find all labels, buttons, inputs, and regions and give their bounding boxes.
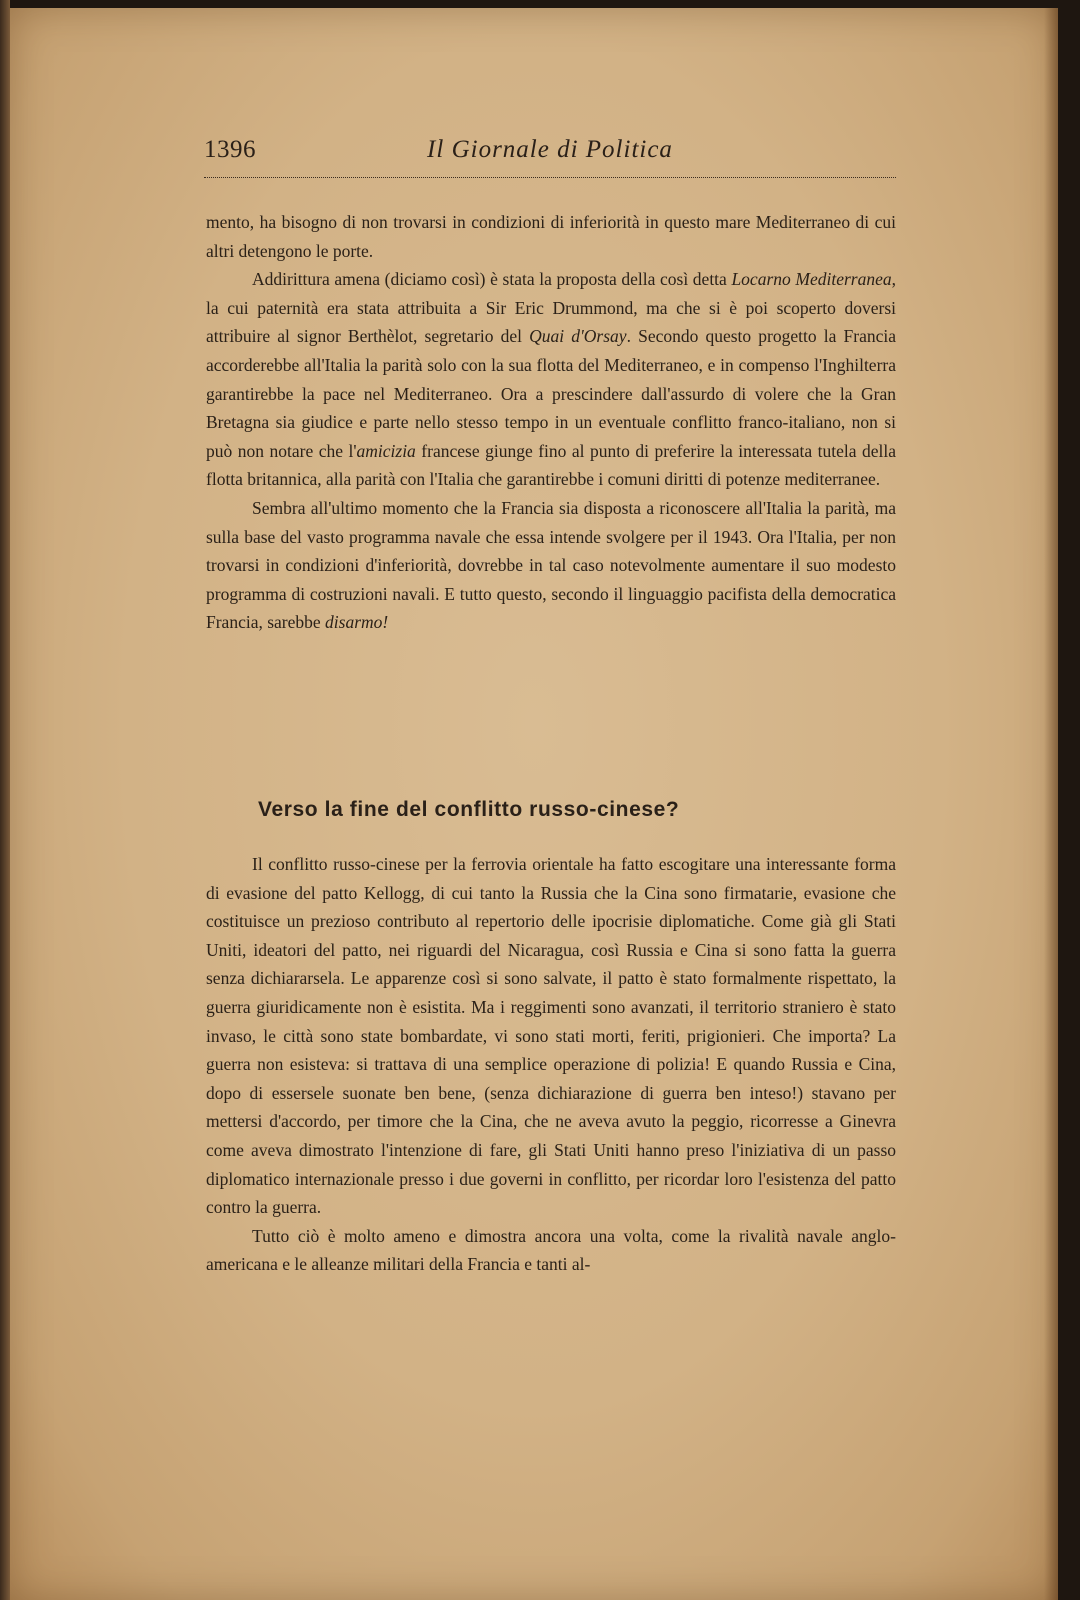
running-header [204,136,896,176]
article-text-top [206,208,896,637]
book-binding-edge [0,0,10,1600]
header-dotted-rule [204,177,896,178]
italic-term: amicizia [356,440,416,461]
page-right-edge [1044,8,1058,1600]
page-number: 1396 [204,136,256,163]
italic-term: disarmo! [325,612,389,633]
italic-term: Quai d'Orsay [529,326,627,347]
journal-title: Il Giornale di Politica [427,136,673,163]
paragraph-conflitto: Il conflitto russo-cinese per la ferrovia orientale ha fatto escogitare una interessante forma di evasione del patto Kellogg, di cui tanto la Russia che la Cina sono firmatarie, evasione che costituisce un prezioso contributo al repertorio delle ipocrisie diplomatiche. Come già gli Stati Uniti, ideatori del patto, nei riguardi del Nicaragua, così Russia e Cina si sono fatta la guerra senza dichiararsela. Le apparenze così si sono salvate, il patto è stato formalmente rispettato, la guerra giuridicamente non è esistita. Ma i reggimenti sono avanzati, il territorio straniero è stato invaso, le città sono state bombardate, vi sono stati morti, feriti, prigionieri. Che importa? La guerra non esisteva: si trattava di una semplice operazione di polizia! E quando Russia e Cina, dopo di essersele suonate ben bene, (senza dichiarazione di guerra ben inteso!) stavano per mettersi d'accordo, per timore che la Cina, che ne aveva avuto la peggio, ricorresse a Ginevra come aveva dimostrato l'intenzione di fare, gli Stati Uniti hanno preso l'iniziativa di un passo diplomatico internazionale presso i due governi in conflitto, per ricordar loro l'esistenza del patto contro la guerra. [206,854,896,1218]
paragraph-parita: Sembra all'ultimo momento che la Francia sia disposta a riconoscere all'Italia la parità, ma sulla base del vasto programma navale che essa intende svolgere per il 1943. Ora l'Italia, per non trovarsi in condizioni d'inferiorità, dovrebbe in tal caso notevolmente aumentare il suo modesto programma di costruzioni navali. E tutto questo, secondo il linguaggio pacifista della democratica Francia, sarebbe disarmo! [206,497,896,633]
paragraph-locarno: Addirittura amena (diciamo così) è stata la proposta della così detta Locarno Mediterranea, la cui paternità era stata attribuita a Sir Eric Drummond, ma che si è poi scoperto doversi attribuire al signor Berthèlot, segretario del Quai d'Orsay. Secondo questo progetto la Francia accorderebbe all'Italia la parità solo con la sua flotta del Mediterraneo, e in compenso l'Inghilterra garantirebbe la pace nel Mediterraneo. Ora a prescindere dall'assurdo di volere che la Gran Bretagna sia giudice e parte nello stesso tempo in un eventuale conflitto franco-italiano, non si può non notare che l'amicizia francese giunge fino al punto di preferire la interessata tutela della flotta britannica, alla parità con l'Italia che garantirebbe i comuni diritti di potenze mediterranee. [206,269,897,490]
section-heading: Verso la fine del conflitto russo-cinese? [258,798,680,821]
italic-term: Locarno Mediterranea [731,269,892,290]
article-text-section [206,850,896,1279]
paragraph-continuation: mento, ha bisogno di non trovarsi in condizioni di inferiorità in questo mare Mediterraneo di cui altri detengono le porte. [206,212,896,261]
paragraph-ameno: Tutto ciò è molto ameno e dimostra ancora una volta, come la rivalità navale anglo-americana e le alleanze militari della Francia e tanti al- [206,1225,896,1275]
